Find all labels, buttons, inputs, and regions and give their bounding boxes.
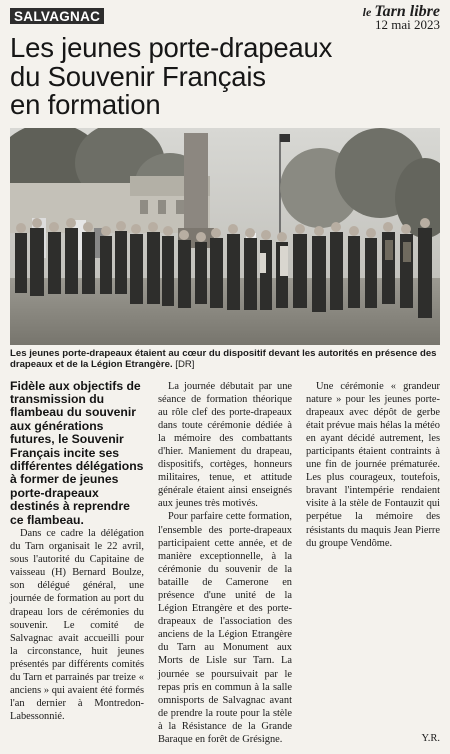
- paper-title: Tarn libre: [374, 3, 440, 20]
- article-paragraph-3: Pour parfaire cette formation, l'ensemble des porte-drapeaux participaient cette année, et de manière exceptionnelle, à la cérémonie du souvenir de la bataille de Camerone en présence d'une unité de la Légion Etrangère et des porte-drapeaux de l'association des anciens de la Légion Etrangère du Tarn au Monument aux Morts de Lisle sur Tarn. La journée se poursuivait par le repas pris en commun à la salle omnisports de Salvagnac avant de prendre la route pour la stèle à la Résistance de la Grande Baraque en forêt de Grésigne.: [158, 511, 292, 746]
- article-column-3: [306, 380, 440, 550]
- article-paragraph-4: Une cérémonie « grandeur nature » pour les jeunes porte-drapeaux avec dépôt de gerbe était prévue mais hélas la météo en ayant décidé autrement, les participants étaient contraints à une fin de journée prématurée. Les plus courageux, toutefois, bravant l'intempérie rendaient visite à la stèle de Fontauzit qui perpétue la mémoire des résistants du maquis Jean Pierre du groupe Vendôme.: [306, 380, 440, 549]
- article-column-2: [158, 380, 292, 747]
- article-paragraph-2: La journée débutait par une séance de formation théorique au rôle clef des porte-drapeaux dans toute cérémonie dédiée à la mémoire des combattants d'hier. Maniement du drapeau, dispositifs, cortèges, honneurs militaires, tenue, et attitude générale étaient ainsi enseignés aux jeunes très motivés.: [158, 380, 292, 510]
- headline-line-1: Les jeunes porte-drapeaux: [10, 32, 333, 63]
- paper-prefix: le: [362, 5, 372, 19]
- clipping-header: [10, 3, 440, 42]
- photo-credit: [DR]: [175, 359, 195, 370]
- caption-text: Les jeunes porte-drapeaux étaient au cœur du dispositif devant les autorités en présence des drapeaux et de la Légion Etrangère.: [10, 347, 437, 370]
- section-label: SALVAGNAC: [10, 8, 104, 24]
- headline: [10, 34, 440, 120]
- photo-caption: [10, 348, 440, 371]
- publication-date: 12 mai 2023: [375, 17, 440, 32]
- masthead: [362, 3, 440, 32]
- article-column-1: [10, 380, 144, 724]
- article-lead: Fidèle aux objectifs de transmission du flambeau du souvenir aux générations futures, le Souvenir Français incite ses différentes délégations à former de jeunes porte-drapeaux destinés à reprendre ce flambeau.: [10, 378, 144, 527]
- group-photo: [10, 128, 440, 345]
- article-paragraph-1: Dans ce cadre la délégation du Tarn organisait le 22 avril, sous l'autorité du Capitaine de vaisseau (H) Bernard Boulze, son délégué général, une journée de formation au port du drapeau lors de cérémonies du souvenir. Le comité de Salvagnac avait accueilli pour la circonstance, huit jeunes présentés par différents comités du Tarn et parrainés par treize « anciens » qui avaient été formés l'an dernier à Montredon-Labessonnié.: [10, 527, 144, 723]
- author-signature: Y.R.: [421, 733, 440, 744]
- headline-line-2: du Souvenir Français: [10, 60, 266, 92]
- headline-line-3: en formation: [10, 89, 161, 120]
- group-photo-icon: [10, 128, 440, 345]
